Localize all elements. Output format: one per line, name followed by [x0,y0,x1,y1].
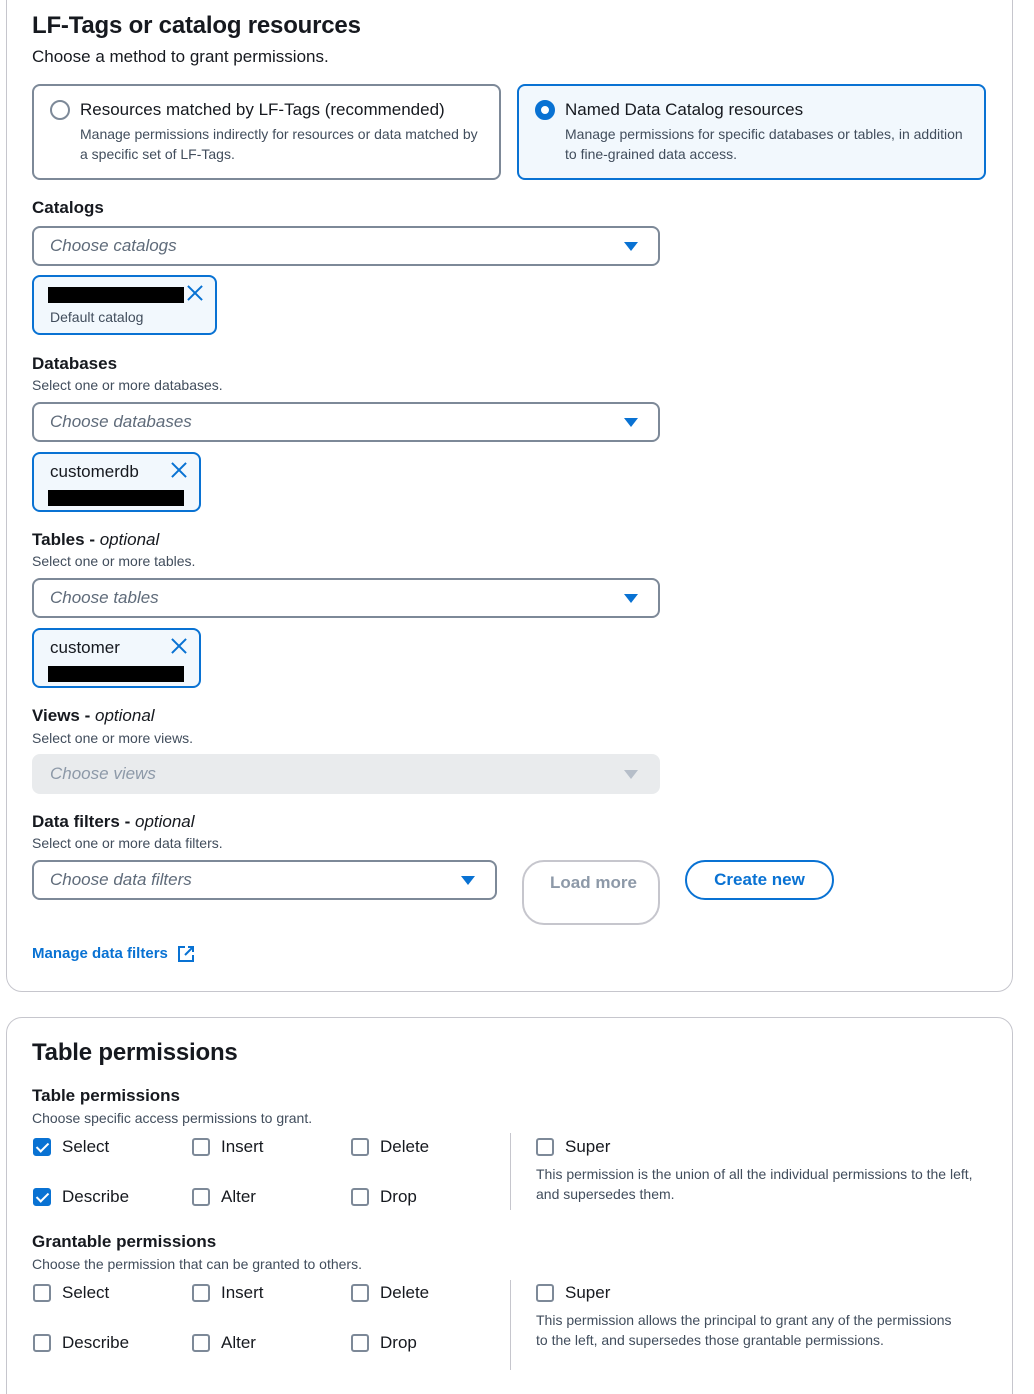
perm-super-checkbox[interactable] [536,1138,554,1156]
catalogs-placeholder: Choose catalogs [50,236,177,255]
tables-description: Select one or more tables. [32,553,196,569]
grant-insert-label: Insert [221,1283,264,1302]
tables-select[interactable] [32,578,660,618]
method-lf-tags-radio[interactable] [50,100,70,120]
remove-catalog-close-icon[interactable] [185,283,205,303]
data-filters-label: Data filters - optional [32,812,195,831]
catalog-token-sub: Default catalog [50,309,144,325]
redacted-table-sub [48,666,184,682]
views-placeholder: Choose views [50,764,156,783]
resources-title: LF-Tags or catalog resources [32,12,361,39]
remove-table-close-icon[interactable] [169,636,189,656]
perm-drop-checkbox[interactable] [351,1188,369,1206]
catalogs-select[interactable] [32,226,660,266]
grant-delete-label: Delete [380,1283,430,1302]
perm-insert-checkbox[interactable] [192,1138,210,1156]
grantable-label: Grantable permissions [32,1232,217,1251]
views-select [32,754,660,794]
perm-drop-label: Drop [380,1187,417,1206]
table-perms-label: Table permissions [32,1086,181,1105]
caret-down-icon [624,594,638,603]
perm-delete-label: Delete [380,1137,430,1156]
method-named-resources-title: Named Data Catalog resources [565,100,804,119]
databases-description: Select one or more databases. [32,377,223,393]
external-link-icon [177,945,195,963]
table-token [32,628,201,688]
method-lf-tags-title: Resources matched by LF-Tags (recommended) [80,100,445,119]
manage-data-filters-link[interactable]: Manage data filters [32,945,168,962]
method-named-resources-radio[interactable] [535,100,555,120]
method-named-resources-tile[interactable] [517,84,986,180]
grantable-description: Choose the permission that can be granted to others. [32,1256,362,1272]
grant-insert-checkbox[interactable] [192,1284,210,1302]
data-filters-select[interactable] [32,860,497,900]
grant-drop-label: Drop [380,1333,417,1352]
redacted-database-sub [48,490,184,506]
resources-description: Choose a method to grant permissions. [32,47,329,66]
method-named-resources-description: Manage permissions for specific databases or tables, in addition to fine-grained data access. [565,126,963,162]
redacted-catalog-id [48,287,184,303]
load-more-button: Load more [522,860,660,925]
grant-alter-label: Alter [221,1333,256,1352]
database-token-label: customerdb [50,462,139,481]
grant-select-label: Select [62,1283,110,1302]
perm-super-description: This permission is the union of all the individual permissions to the left, and supersedes them. [536,1166,973,1202]
perm-divider [510,1133,511,1210]
table-token-label: customer [50,638,120,657]
views-label: Views - optional [32,706,155,725]
grant-drop-checkbox[interactable] [351,1334,369,1352]
database-token [32,452,201,512]
grant-delete-checkbox[interactable] [351,1284,369,1302]
perm-describe-checkbox[interactable] [33,1188,51,1206]
perm-delete-checkbox[interactable] [351,1138,369,1156]
table-perms-description: Choose specific access permissions to grant. [32,1110,313,1126]
grant-divider [510,1280,511,1370]
caret-down-icon [624,242,638,251]
grant-super-label: Super [565,1283,611,1302]
perm-describe-label: Describe [62,1187,130,1206]
caret-down-icon [461,876,475,885]
table-permissions-title: Table permissions [32,1039,238,1066]
databases-placeholder: Choose databases [50,412,192,431]
perm-select-checkbox[interactable] [33,1138,51,1156]
data-filters-placeholder: Choose data filters [50,870,192,889]
method-lf-tags-tile[interactable] [32,84,501,180]
databases-label: Databases [32,354,118,373]
grant-super-checkbox[interactable] [536,1284,554,1302]
perm-insert-label: Insert [221,1137,264,1156]
views-description: Select one or more views. [32,730,194,746]
caret-down-icon [624,418,638,427]
grant-super-description: This permission allows the principal to grant any of the permissions to the left, and supersedes those grantable permissions. [536,1312,952,1348]
catalogs-label: Catalogs [32,198,104,217]
caret-down-icon [624,770,638,779]
grant-select-checkbox[interactable] [33,1284,51,1302]
catalog-token [32,275,217,335]
remove-database-close-icon[interactable] [169,460,189,480]
perm-super-label: Super [565,1137,611,1156]
method-lf-tags-description: Manage permissions indirectly for resources or data matched by a specific set of LF-Tags. [80,126,478,162]
perm-select-label: Select [62,1137,110,1156]
grant-alter-checkbox[interactable] [192,1334,210,1352]
data-filters-description: Select one or more data filters. [32,835,223,851]
perm-alter-checkbox[interactable] [192,1188,210,1206]
tables-label: Tables - optional [32,530,160,549]
tables-placeholder: Choose tables [50,588,159,607]
grant-describe-checkbox[interactable] [33,1334,51,1352]
grant-describe-label: Describe [62,1333,130,1352]
perm-alter-label: Alter [221,1187,256,1206]
create-new-button[interactable]: Create new [685,860,834,900]
databases-select[interactable] [32,402,660,442]
